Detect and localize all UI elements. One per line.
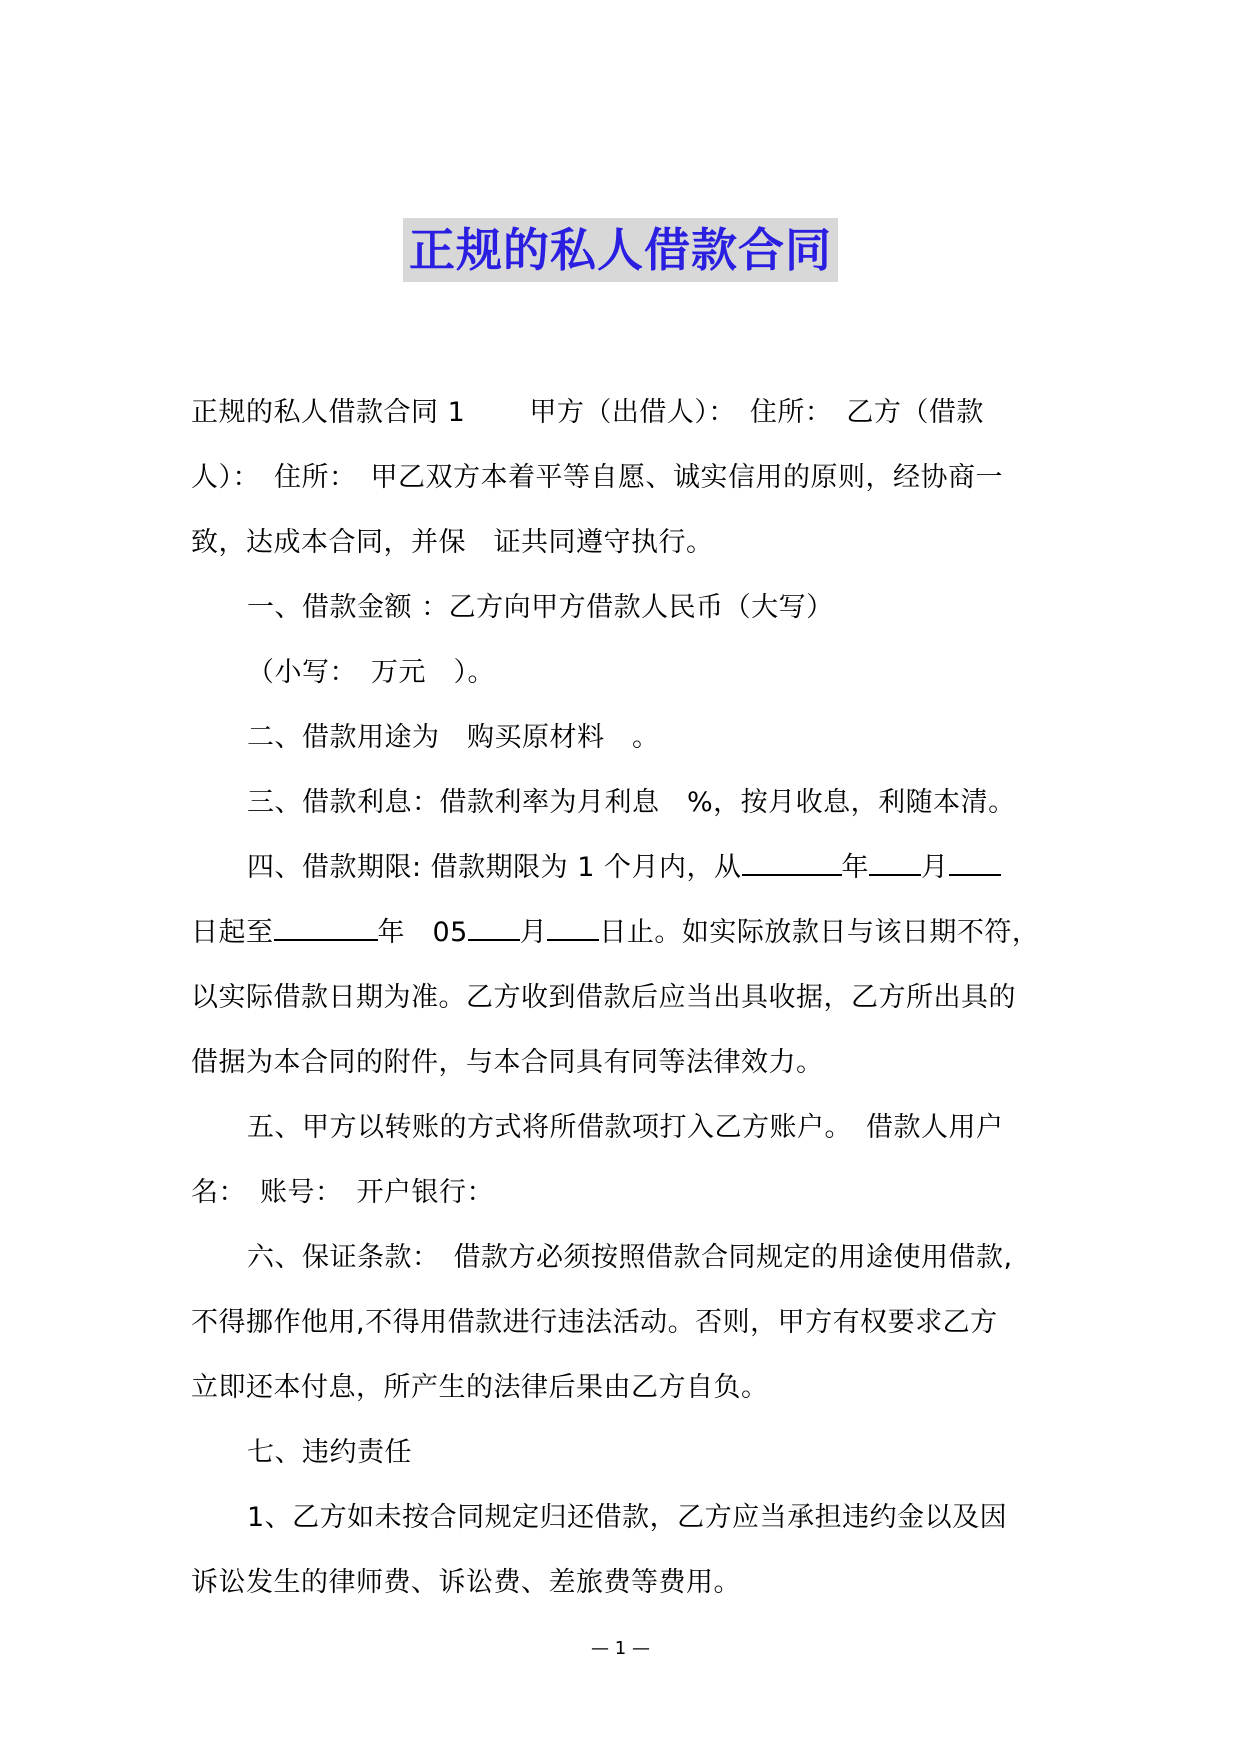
clause-7-liability: 七、违约责任 (247, 1437, 412, 1468)
blank-end-year-field (274, 915, 378, 941)
end-month-label: 月 (519, 917, 548, 948)
clause-5-transfer: 五、甲方以转账的方式将所借款项打入乙方账户。 借款人用户 (247, 1112, 1004, 1143)
clause-1-amount-small: （小写： 万元 ）。 (247, 657, 495, 688)
clause-2-purpose: 二、借款用途为 购买原材料 。 (247, 722, 660, 753)
document-body (191, 380, 1061, 1615)
end-year-label: 年 05 (377, 917, 468, 948)
blank-end-day-field (547, 915, 599, 941)
paragraph-line: 致，达成本合同，并保 证共同遵守执行。 (191, 527, 714, 558)
page-number: — 1 — (591, 1638, 650, 1659)
clause-7-item-1: 1、乙方如未按合同规定归还借款，乙方应当承担违约金以及因 (247, 1502, 1008, 1533)
paragraph-line: 不得挪作他用,不得用借款进行违法活动。否则，甲方有权要求乙方 (191, 1307, 998, 1338)
clause-4-tail: 日止。如实际放款日与该日期不符， (599, 917, 1040, 948)
title-container (0, 218, 1241, 282)
paragraph-line: 立即还本付息，所产生的法律后果由乙方自负。 (191, 1372, 769, 1403)
clause-3-interest: 三、借款利息：借款利率为月利息 %，按月收息，利随本清。 (247, 787, 1016, 818)
document-title: 正规的私人借款合同 (403, 218, 838, 282)
blank-year-field (742, 850, 842, 876)
clause-4-term-cont (191, 900, 1061, 965)
month-label: 月 (921, 852, 949, 883)
clause-4-term (191, 835, 1061, 900)
blank-day-field (949, 850, 1001, 876)
year-label: 年 (841, 852, 870, 883)
paragraph-line: 人）： 住所： 甲乙双方本着平等自愿、诚实信用的原则，经协商一 (191, 462, 1003, 493)
clause-1-amount: 一、借款金额 ：乙方向甲方借款人民币（大写） (247, 592, 834, 623)
clause-4-text: 四、借款期限: 借款期限为 1 个月内，从 (247, 852, 742, 883)
clause-6-guarantee: 六、保证条款： 借款方必须按照借款合同规定的用途使用借款, (247, 1242, 1013, 1273)
blank-end-month-field (468, 915, 520, 941)
paragraph-line: 名： 账号： 开户银行： (191, 1177, 494, 1208)
paragraph-line: 正规的私人借款合同 1 甲方（出借人）： 住所： 乙方（借款 (191, 397, 984, 428)
blank-month-field (869, 850, 921, 876)
clause-4-from-label: 日起至 (191, 917, 274, 948)
paragraph-line: 诉讼发生的律师费、诉讼费、差旅费等费用。 (191, 1567, 741, 1598)
paragraph-line: 借据为本合同的附件，与本合同具有同等法律效力。 (191, 1047, 824, 1078)
paragraph-line: 以实际借款日期为准。乙方收到借款后应当出具收据，乙方所出具的 (191, 982, 1016, 1013)
